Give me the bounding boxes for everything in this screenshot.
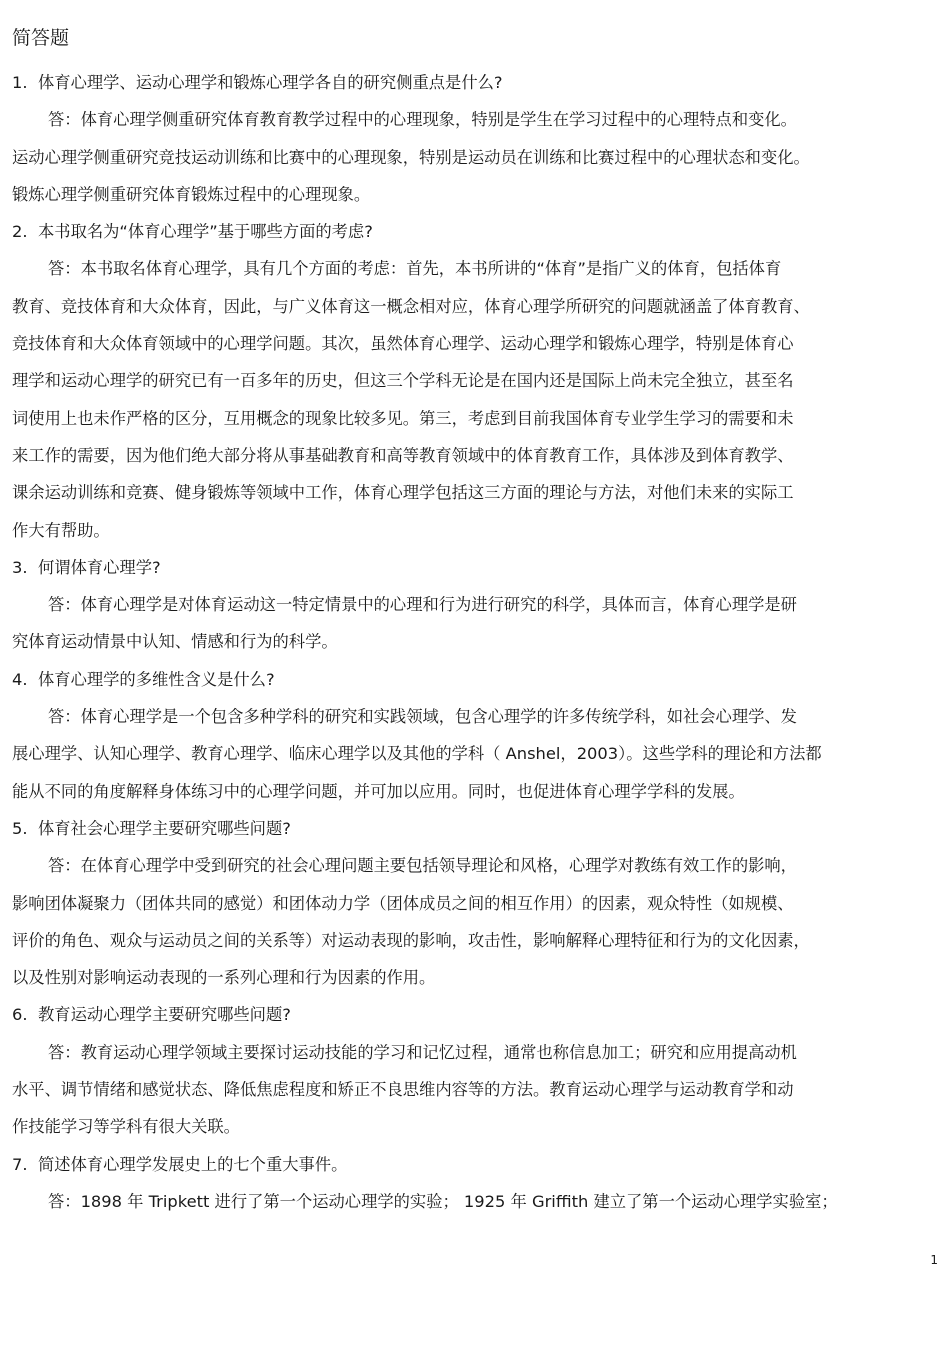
- answer-continuation-line: 竞技体育和大众体育领域中的心理学问题。其次，虽然体育心理学、运动心理学和锻炼心理学，特别是体育心: [12, 334, 794, 354]
- answer-continuation-line: 教育、竞技体育和大众体育，因此，与广义体育这一概念相对应，体育心理学所研究的问题就涵盖了体育教育、: [12, 296, 810, 316]
- page-number: 1: [930, 1253, 938, 1267]
- answer-continuation-line: 究体育运动情景中认知、情感和行为的科学。: [12, 632, 338, 652]
- question-number: 2.: [12, 222, 28, 242]
- question-text: 本书取名为“体育心理学”基于哪些方面的考虑?: [38, 222, 373, 242]
- question-number: 5.: [12, 818, 28, 838]
- question-text: 简述体育心理学发展史上的七个重大事件。: [38, 1154, 348, 1174]
- answer-continuation-line: 影响团体凝聚力（团体共同的感觉）和团体动力学（团体成员之间的相互作用）的因素，观众特性（如规模、: [12, 893, 794, 913]
- answer-line: 答：1898 年 Tripkett 进行了第一个运动心理学的实验； 1925 年 Griffith 建立了第一个运动心理学实验室；: [48, 1191, 838, 1211]
- question-line: [12, 549, 930, 586]
- question-line: [12, 64, 930, 101]
- question-line: [12, 996, 930, 1033]
- question-text: 何谓体育心理学?: [38, 557, 161, 577]
- answer-continuation-line: 理学和运动心理学的研究已有一百多年的历史，但这三个学科无论是在国内还是国际上尚未完全独立，甚至名: [12, 371, 794, 391]
- answer-line: 答：在体育心理学中受到研究的社会心理问题主要包括领导理论和风格，心理学对教练有效工作的影响，: [48, 856, 797, 876]
- answer-line: 答：体育心理学是一个包含多种学科的研究和实践领域，包含心理学的许多传统学科，如社会心理学、发: [48, 707, 797, 727]
- answer-continuation-line: 作大有帮助。: [12, 520, 110, 540]
- answer-continuation-line: 能从不同的角度解释身体练习中的心理学问题，并可加以应用。同时，也促进体育心理学学科的发展。: [12, 781, 745, 801]
- answer-continuation-line: 来工作的需要，因为他们绝大部分将从事基础教育和高等教育领域中的体育教育工作，具体涉及到体育教学、: [12, 445, 794, 465]
- answer-line: 答：体育心理学侧重研究体育教育教学过程中的心理现象，特别是学生在学习过程中的心理特点和变化。: [48, 110, 797, 130]
- question-text: 教育运动心理学主要研究哪些问题?: [38, 1005, 291, 1025]
- answer-continuation-line: 作技能学习等学科有很大关联。: [12, 1117, 240, 1137]
- answer-line: 答：教育运动心理学领域主要探讨运动技能的学习和记忆过程，通常也称信息加工；研究和应用提高动机: [48, 1042, 797, 1062]
- question-number: 6.: [12, 1005, 28, 1025]
- question-number: 1.: [12, 73, 28, 92]
- question-number: 3.: [12, 557, 28, 577]
- answer-continuation-line: 水平、调节情绪和感觉状态、降低焦虑程度和矫正不良思维内容等的方法。教育运动心理学与运动教育学和动: [12, 1080, 794, 1100]
- answer-continuation-line: 展心理学、认知心理学、教育心理学、临床心理学以及其他的学科（ Anshel，2003）。这些学科的理论和方法都: [12, 744, 822, 764]
- answer-continuation-line: 锻炼心理学侧重研究体育锻炼过程中的心理现象。: [12, 184, 371, 204]
- answer-continuation-line: 课余运动训练和竞赛、健身锻炼等领域中工作，体育心理学包括这三方面的理论与方法，对他们未来的实际工: [12, 483, 794, 503]
- question-text: 体育社会心理学主要研究哪些问题?: [38, 818, 291, 838]
- question-line: [12, 810, 930, 847]
- answer-continuation-line: 运动心理学侧重研究竞技运动训练和比赛中的心理现象，特别是运动员在训练和比赛过程中的心理状态和变化。: [12, 147, 810, 167]
- question-line: [12, 213, 930, 250]
- page-title: 简答题: [12, 27, 70, 49]
- question-number: 7.: [12, 1154, 28, 1174]
- question-text: 体育心理学的多维性含义是什么?: [38, 669, 275, 689]
- answer-continuation-line: 评价的角色、观众与运动员之间的关系等）对运动表现的影响，攻击性，影响解释心理特征和行为的文化因素，: [12, 930, 810, 950]
- answer-line: 答：本书取名体育心理学，具有几个方面的考虑：首先，本书所讲的“体育”是指广义的体育，包括体育: [48, 259, 782, 279]
- answer-line: 答：体育心理学是对体育运动这一特定情景中的心理和行为进行研究的科学，具体而言，体育心理学是研: [48, 595, 797, 615]
- question-text: 体育心理学、运动心理学和锻炼心理学各自的研究侧重点是什么?: [38, 73, 503, 92]
- question-line: [12, 1146, 930, 1183]
- answer-continuation-line: 以及性别对影响运动表现的一系列心理和行为因素的作用。: [12, 968, 436, 988]
- document-body: [12, 64, 930, 1220]
- question-number: 4.: [12, 669, 28, 689]
- answer-continuation-line: 词使用上也未作严格的区分，互用概念的现象比较多见。第三，考虑到目前我国体育专业学生学习的需要和未: [12, 408, 794, 428]
- question-line: [12, 661, 930, 698]
